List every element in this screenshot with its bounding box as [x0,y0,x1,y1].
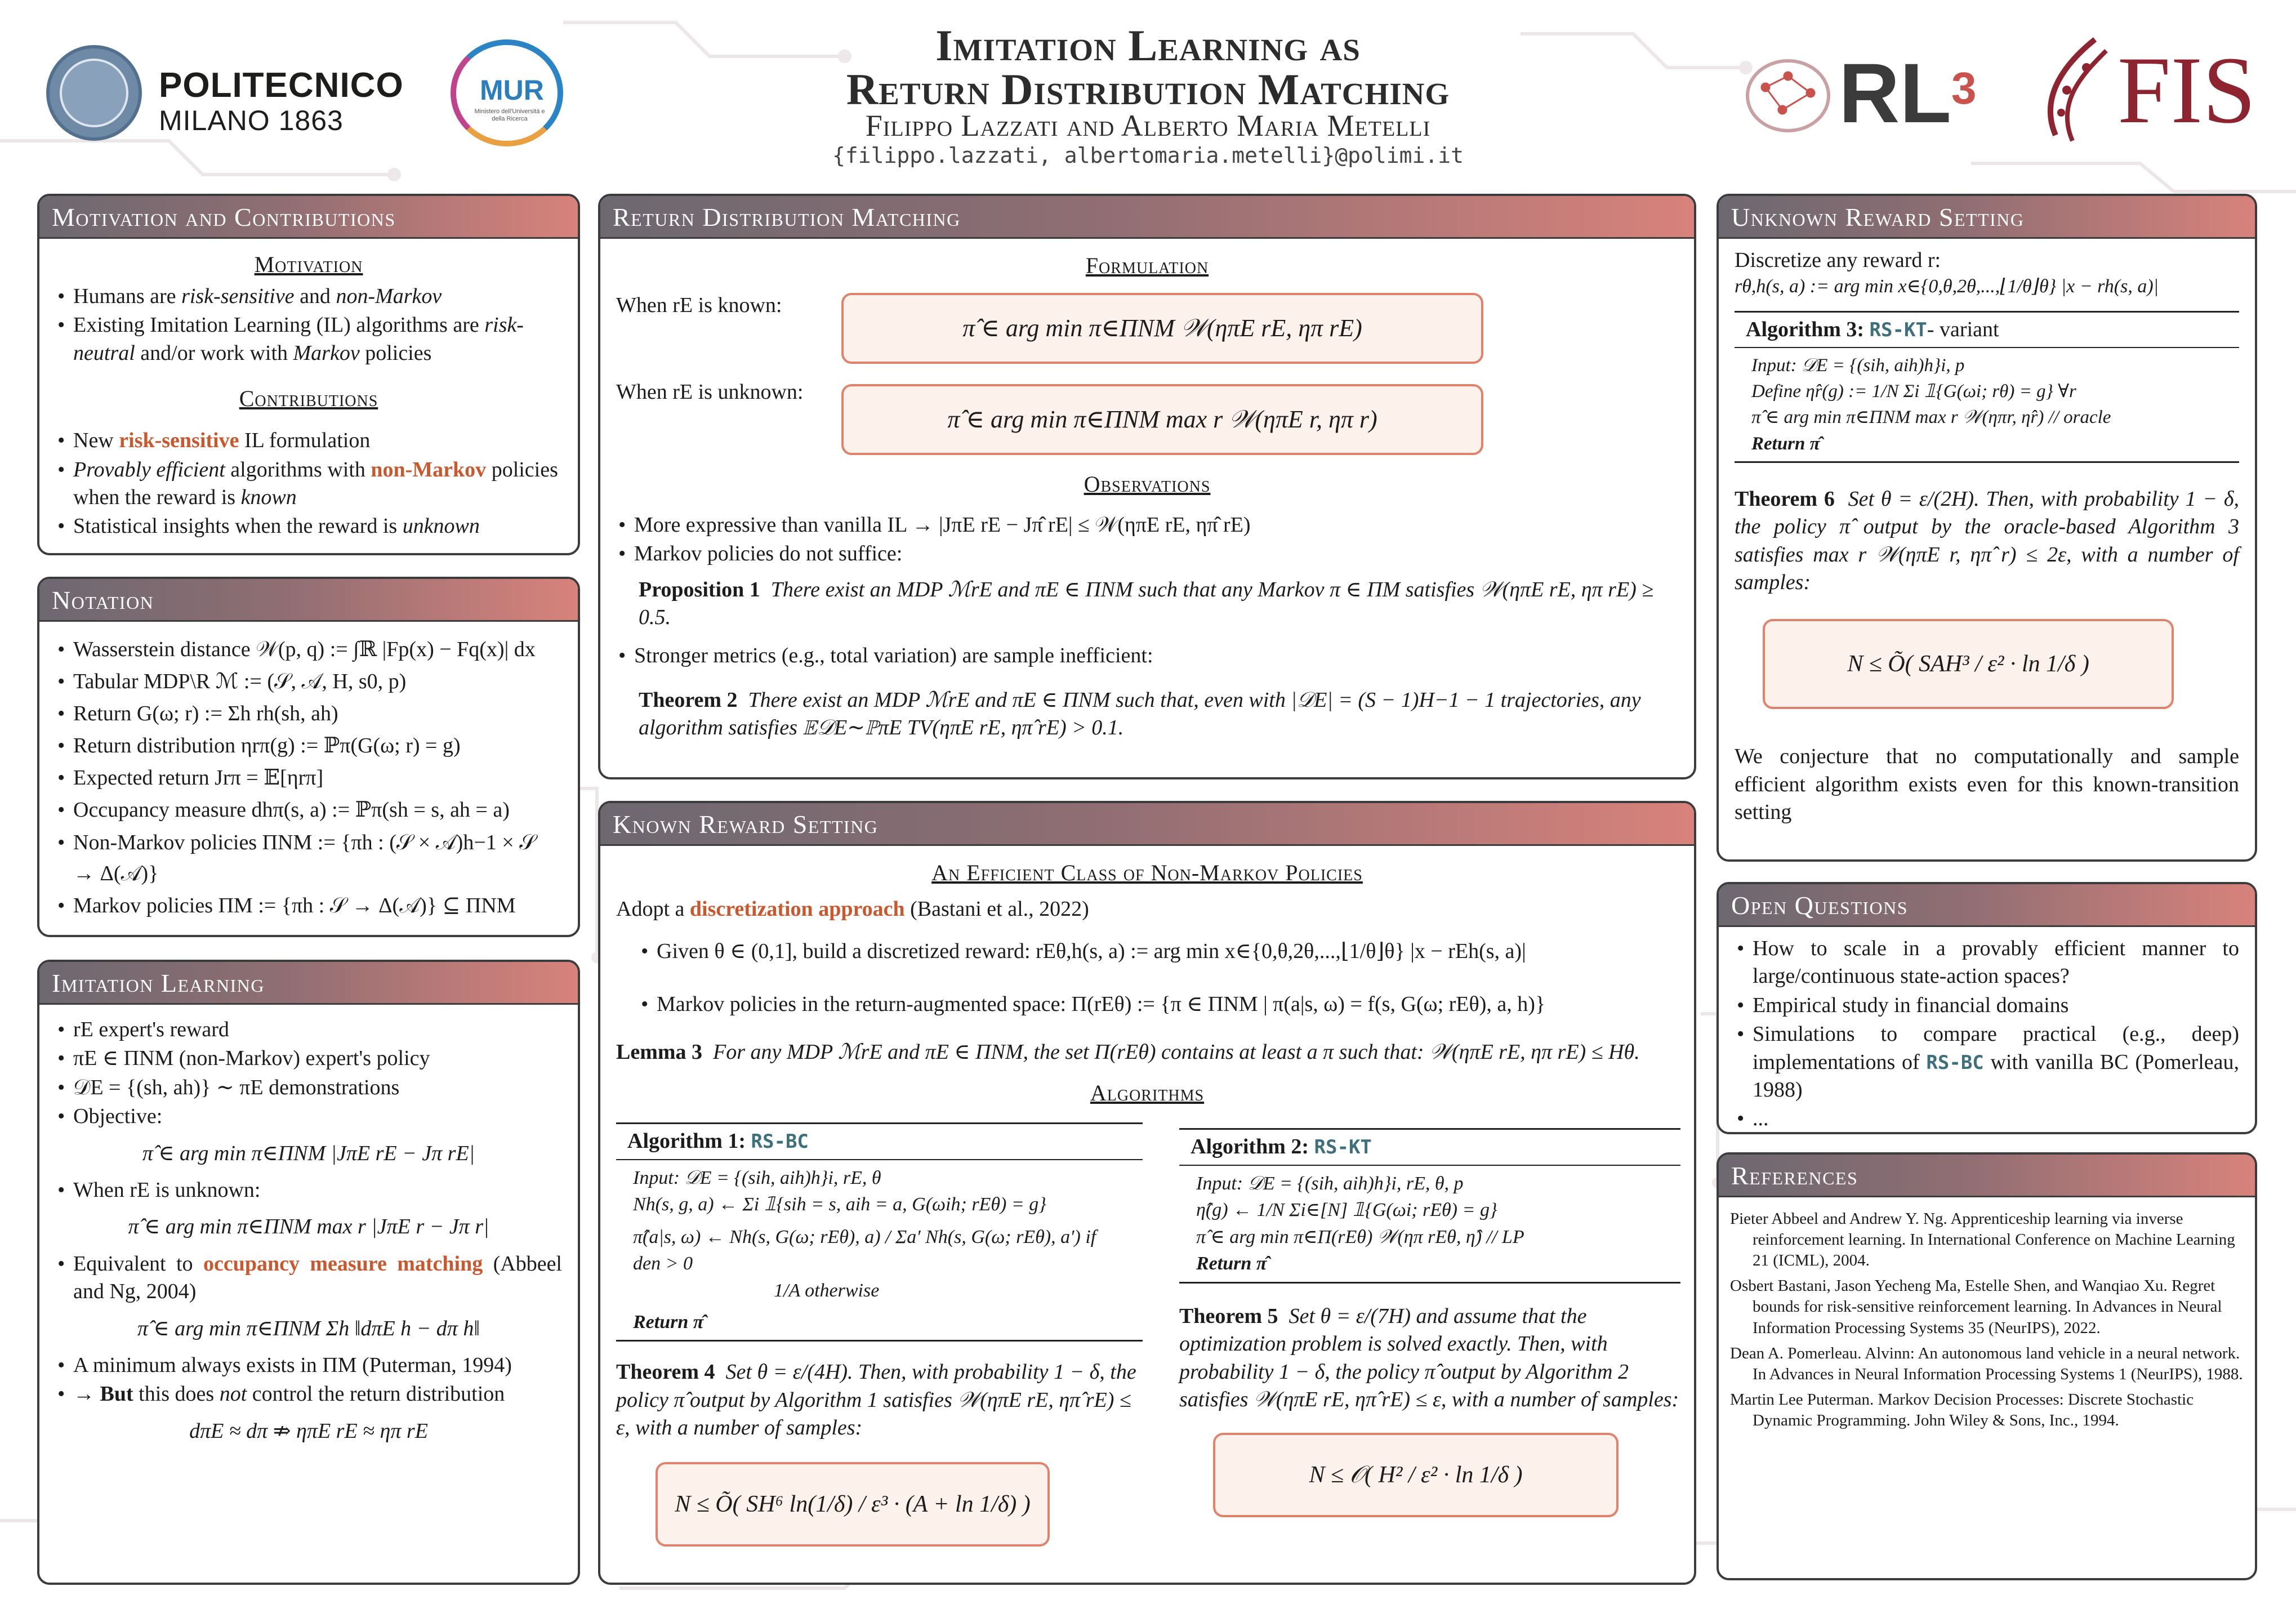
contributions-heading: Contributions [239,386,378,412]
text: not [219,1382,247,1406]
theorem-4-bound: N ≤ Õ( SH⁶ ln(1/δ) / ε³ · (A + ln 1/δ) ) [656,1462,1050,1547]
theorem-label: Lemma 3 [616,1040,703,1064]
text: Existing Imitation Learning (IL) algorithms are [73,313,485,337]
theorem-text: There exist an MDP ℳrE and πE ∈ ΠNM such that any Markov π ∈ ΠM satisfies 𝒲(ηπE rE, ηπ rE) ≥ 0.5. [639,577,1654,630]
text: this does [133,1382,220,1406]
list-item: • Markov policies in the return-augmented space: Π(rEθ) := {π ∈ ΠNM | π(a|s, ω) = f(s, G(ω; rEθ), a, h)} [639,990,1678,1019]
list-item [55,513,562,540]
text: Equivalent to [73,1251,203,1276]
algorithm-1-header [616,1124,1143,1160]
theorem-text: There exist an MDP ℳrE and πE ∈ ΠNM such that, even with |𝒟E| = (S − 1)H−1 − 1 trajectories, any algorithm satisfies 𝔼𝒟E∼ℙπE TV(ηπE rE, ηπ̂ rE) > 0.1. [639,688,1641,740]
poster-header [0,0,2296,180]
open-questions-title: Open Questions [1719,884,2255,927]
known-panel [598,801,1696,1585]
text: algorithms with [225,457,371,482]
list-item: • How to scale in a provably efficient manner to large/continuous state-action spaces? [1735,935,2239,991]
polimi-year: MILANO 1863 [159,105,344,136]
text: (Bastani et al., 2022) [904,897,1089,921]
list-item: • rE expert's reward [55,1016,562,1044]
motivation-panel [37,194,580,555]
poster-title [619,21,1677,114]
class-heading: An Efficient Class of Non-Markov Policies [931,860,1363,885]
text: control the return distribution [247,1382,505,1406]
text: and [294,284,336,308]
algorithm-2-header [1179,1130,1680,1165]
text: with vanilla BC (Pomerleau, 1988) [1753,1050,2239,1102]
list-item: • A minimum always exists in ΠM (Puterman, 1994) [55,1352,562,1379]
reference-item: Martin Lee Puterman. Markov Decision Processes: Discrete Stochastic Dynamic Programming. John Wiley & Sons, Inc., 1994. [1730,1390,2194,1429]
list-item: • Stronger metrics (e.g., total variation) are sample inefficient: [616,642,1678,670]
notation-title: Notation [39,579,578,622]
theorem-label: Theorem 2 [639,688,738,712]
theorem-text: For any MDP ℳrE and πE ∈ ΠNM, the set Π(rEθ) contains at least a π such that: 𝒲(ηπE rE, ηπ rE) ≤ Hθ. [713,1040,1640,1064]
rl3-label: RL [1839,46,1951,140]
theorem-label: Theorem 6 [1735,487,1835,511]
unknown-panel [1717,194,2257,862]
list-item: • Tabular MDP\R ℳ := (𝒮, 𝒜, H, s0, p) [55,666,562,697]
motivation-heading: Motivation [254,252,363,277]
algorithms-heading: Algorithms [1090,1080,1205,1106]
algo-name: RS-BC [1926,1051,1984,1074]
discretize-equation: rθ,h(s, a) := arg min x∈{0,θ,2θ,...,⌊1/θ⌋θ} |x − rh(s, a)| [1735,276,2159,297]
algo-line: Return π̂ [1196,1253,1267,1275]
algo-title: Algorithm 1: [627,1129,751,1153]
list-item: • Objective: [55,1103,562,1130]
brain-network-icon [1743,54,1833,138]
text: risk-sensitive [181,284,295,308]
motivation-title: Motivation and Contributions [39,196,578,239]
list-item: • Markov policies do not suffice: [616,540,1678,568]
mur-label: MUR [480,74,544,106]
list-item: • Occupancy measure dhπ(s, a) := ℙπ(sh = s, ah = a) [55,795,562,826]
list-item [1735,1021,2239,1104]
ifis-label: FIS [2117,37,2256,143]
algo-line: Input: 𝒟E = {(sih, aih)h}i, p [1751,355,1965,376]
list-item: • Empirical study in financial domains [1735,992,2239,1019]
theorem-5 [1179,1303,1680,1414]
polimi-seal-icon [46,45,142,141]
text: non-Markov [336,284,442,308]
list-item: • Return distribution ηrπ(g) := ℙπ(G(ω; r) = g) [55,730,562,761]
rdm-title: Return Distribution Matching [600,196,1694,239]
list-item: • More expressive than vanilla IL → |JπE rE − Jπ̂ rE| ≤ 𝒲(ηπE rE, ηπ̂ rE) [616,511,1678,539]
reference-item: Dean A. Pomerleau. Alvinn: An autonomous land vehicle in a neural network. In Advances in Neural Information Processing Systems 1 (NeurIPS), 1988. [1730,1344,2243,1383]
list-item: • Return G(ω; r) := Σh rh(sh, ah) [55,698,562,729]
text: But [100,1382,133,1406]
text: IL formulation [239,429,371,453]
adopt-line [616,895,1678,923]
theorem-5-bound: N ≤ 𝒪( H² / ε² · ln 1/δ ) [1213,1433,1619,1517]
algo-name: RS-KT [1869,318,1927,341]
algo-line: Return π̂ [633,1311,704,1333]
known-label: When rE is known: [616,293,782,317]
algorithm-1 [616,1122,1143,1342]
theorem-label: Theorem 4 [616,1360,715,1384]
text: Statistical insights when the reward is [73,514,403,538]
list-item: • Wasserstein distance 𝒲(p, q) := ∫ℝ |Fp(x) − Fq(x)| dx [55,634,562,665]
algo-line: Input: 𝒟E = {(sih, aih)h}i, rE, θ, p [1196,1173,1464,1194]
formulation-heading: Formulation [1085,253,1209,278]
known-equation-box: π̂ ∈ arg min π∈ΠNM 𝒲(ηπE rE, ηπ rE) [841,293,1483,364]
algo-name: RS-KT [1314,1136,1372,1159]
objective-equation: π̂ ∈ arg min π∈ΠNM |JπE rE − Jπ rE| [142,1141,475,1165]
open-questions-panel [1717,882,2257,1134]
algo-line: Define η̂r(g) := 1/N Σi 𝟙{G(ωi; rθ) = g} ∀r [1751,381,2076,402]
polimi-logo [46,45,440,141]
algo-line: Nh(s, g, a) ← Σi 𝟙{sih = s, aih = a, G(ωih; rEθ) = g} [633,1194,1046,1215]
discretize-text: Discretize any reward r: [1735,248,1941,272]
list-item [55,456,562,512]
unknown-title: Unknown Reward Setting [1719,196,2255,239]
known-title: Known Reward Setting [600,803,1694,846]
unknown-reward-equation: π̂ ∈ arg min π∈ΠNM max r |JπE r − Jπ r| [128,1215,489,1239]
algo-line: η̂(g) ← 1/N Σi∈[N] 𝟙{G(ωi; rEθ) = g} [1196,1200,1497,1221]
algo2-column [1179,1128,1680,1517]
list-item [55,283,562,310]
theorem-label: Theorem 5 [1179,1304,1278,1328]
observations-heading: Observations [1084,471,1211,497]
theorem-6-bound: N ≤ Õ( SAH³ / ε² · ln 1/δ ) [1763,619,2174,709]
distribution-equation: dπE ≈ dπ ⇏ ηπE rE ≈ ηπ rE [189,1419,428,1443]
rl3-wordmark [1839,48,1976,138]
text: (Abbeel and Ng, 2004) [73,1251,562,1304]
notation-panel [37,577,580,937]
mur-sub: Ministero dell'Università e della Ricerca [474,108,545,123]
algo-line: Return π̂ [1751,433,1820,454]
theorem-text: Set θ = ε/(4H). Then, with probability 1 − δ, the policy π̂ output by Algorithm 1 satisfies 𝒲(ηπE rE, ηπ̂ rE) ≤ ε, with a number of samples: [616,1360,1136,1440]
text: policies [359,341,432,365]
list-item: • When rE is unknown: [55,1177,562,1204]
algo1-column [616,1122,1143,1547]
ifis-swirl-icon [2033,28,2117,146]
algo-title: Algorithm 2: [1191,1135,1314,1159]
title-line-1: Imitation Learning as [935,21,1361,70]
title-line-2: Return Distribution Matching [846,65,1450,114]
algo-line: Input: 𝒟E = {(sih, aih)h}i, rE, θ [633,1167,881,1188]
algo-suffix: - variant [1927,317,1999,341]
algorithm-2 [1179,1128,1680,1284]
list-item [55,1250,562,1306]
unknown-label: When rE is unknown: [616,380,804,404]
list-item [55,427,562,454]
rdm-panel [598,194,1696,779]
references-title: References [1719,1155,2255,1197]
text: Humans are [73,284,182,308]
text: New [73,429,119,453]
algo-name: RS-BC [751,1130,809,1153]
mur-logo [451,39,574,146]
highlight: non-Markov [371,457,487,482]
text: Adopt a [616,897,690,921]
algo-line: π̂ ∈ arg min π∈Π(rEθ) 𝒲(ηπ rEθ, η̂) // LP [1196,1226,1524,1247]
text: → [73,1382,100,1406]
rl3-sup: 3 [1951,63,1977,113]
algo-title: Algorithm 3: [1746,317,1870,341]
algorithm-3 [1735,311,2239,463]
list-item: • Expected return Jrπ = 𝔼[ηrπ] [55,763,562,794]
text: unknown [402,514,480,538]
proposition-1 [616,576,1678,632]
list-item: • 𝒟E = {(sh, ah)} ∼ πE demonstrations [55,1074,562,1102]
theorem-text: Set θ = ε/(2H). Then, with probability 1 − δ, the policy π̂ output by the oracle-based Algorithm 3 satisfies max r 𝒲(ηπE r, ηπ̂ r) ≤ 2ε, with a number of samples: [1735,487,2240,594]
conjecture-text: We conjecture that no computationally and sample efficient algorithm exists even for this known-transition setting [1735,745,2239,825]
list-item: • ... [1735,1105,2239,1133]
reference-item: Osbert Bastani, Jason Yecheng Ma, Estelle Shen, and Wanqiao Xu. Regret bounds for risk-sensitive reinforcement learning. In Advances in Neural Information Processing Systems 35 (NeurIPS), 2022. [1730,1277,2222,1337]
text: policies when the reward is [73,457,558,509]
unknown-equation-box: π̂ ∈ arg min π∈ΠNM max r 𝒲(ηπE r, ηπ r) [841,384,1483,455]
list-item [55,1380,562,1408]
algo-line: π̂ ∈ arg min π∈ΠNM max r 𝒲(ηπr, η̂r) // oracle [1751,407,2111,428]
emails: {filippo.lazzati, albertomaria.metelli}@polimi.it [832,143,1464,168]
highlight: discretization approach [689,897,905,921]
theorem-2 [616,687,1678,742]
text: Markov [293,341,360,365]
text: risk-neutral [73,313,524,365]
list-item: • Markov policies ΠM := {πh : 𝒮 → Δ(𝒜)} ⊆ ΠNM [55,890,562,921]
rl3-logo [1743,48,2025,138]
algo-line: π̂(a|s, ω) ← Nh(s, G(ω; rEθ), a) / Σa′ Nh(s, G(ω; rEθ), a′) if den > 0 [633,1226,1096,1275]
list-item: • Given θ ∈ (0,1], build a discretized reward: rEθ,h(s, a) := arg min x∈{0,θ,2θ,...,⌊1/θ⌋θ} |x − rEh(s, a)| [639,937,1678,966]
reference-item: Pieter Abbeel and Andrew Y. Ng. Apprenticeship learning via inverse reinforcement learning. In International Conference on Machine Learning 21 (ICML), 2004. [1730,1210,2235,1270]
ifis-logo [2033,28,2275,146]
list-item: • πE ∈ ΠNM (non-Markov) expert's policy [55,1045,562,1072]
text: Provably efficient [73,457,225,482]
text: known [240,485,297,509]
algo-line: 1/A otherwise [774,1280,880,1301]
occupancy-equation: π̂ ∈ arg min π∈ΠNM Σh ‖dπE h − dπ h‖ [137,1316,480,1340]
imitation-panel [37,960,580,1585]
polimi-name: POLITECNICO [159,66,404,105]
highlight: occupancy measure matching [203,1251,483,1276]
authors: Filippo Lazzati and Alberto Maria Metelli [865,109,1431,142]
theorem-label: Proposition 1 [639,577,760,601]
text: and/or work with [135,341,293,365]
references-panel [1717,1152,2257,1580]
algorithm-3-header [1735,313,2239,348]
highlight: risk-sensitive [119,429,239,453]
list-item [55,311,562,367]
imitation-title: Imitation Learning [39,962,578,1005]
theorem-4 [616,1358,1143,1442]
theorem-6 [1735,485,2239,597]
lemma-3 [616,1039,1678,1066]
text: Simulations to compare practical (e.g., deep) implementations of [1753,1022,2239,1074]
theorem-text: Set θ = ε/(7H) and assume that the optimization problem is solved exactly. Then, with probability 1 − δ, the policy π̂ output by Algorithm 2 satisfies 𝒲(ηπE rE, ηπ̂ rE) ≤ ε, with a number of samples: [1179,1304,1679,1412]
list-item: • Non-Markov policies ΠNM := {πh : (𝒮 × 𝒜)h−1 × 𝒮 → Δ(𝒜)} [55,827,562,889]
